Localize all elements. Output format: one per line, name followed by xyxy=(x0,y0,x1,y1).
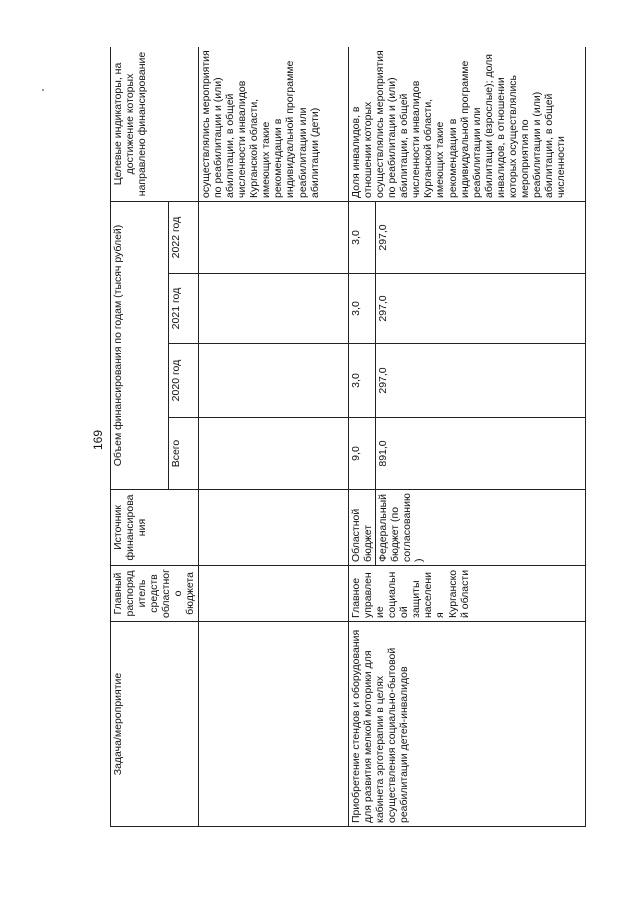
cell-indicator: Доля инвалидов, в отношении которых осуществлялись мероприятия по реабилитации и (или) абилитации, в общей численности инвалидов Курганской области, имеющих такие рекомендации в индивидуальной программе реабилитации или абилитации (взрослые); доля инвалидов, в отношении которых осуществлялись мероприятия по реабилитации и (или) абилитации, в общей численности xyxy=(349,47,586,202)
cell-regional-2021: 3,0 xyxy=(349,274,376,344)
header-indicators: Целевые индикаторы, на достижение которых направлено финансирование xyxy=(111,47,199,202)
cell-source-regional: Областной бюджет xyxy=(349,490,376,566)
cell-empty xyxy=(199,344,349,418)
cell-regional-2020: 3,0 xyxy=(349,344,376,418)
cell-empty xyxy=(199,490,349,566)
cell-task: Приобретение стендов и оборудования для развития мелкой моторики для кабинета эрготерапии в целях осуществления социально-бытовой реабилитации детей-инвалидов xyxy=(349,622,586,827)
header-source: Источник финансирования xyxy=(111,490,199,566)
header-task: Задача/мероприятие xyxy=(111,622,199,827)
table-row xyxy=(199,47,349,827)
scan-speck xyxy=(42,89,44,91)
cell-empty xyxy=(199,566,349,622)
financing-table xyxy=(110,47,586,827)
cell-regional-2022: 3,0 xyxy=(349,202,376,274)
cell-federal-total: 891,0 xyxy=(376,418,586,490)
header-row xyxy=(111,47,169,827)
cell-regional-total: 9,0 xyxy=(349,418,376,490)
header-manager: Главный распорядитель средств областного бюджета xyxy=(111,566,199,622)
cell-federal-2021: 297,0 xyxy=(376,274,586,344)
header-2020: 2020 год xyxy=(169,344,199,418)
table-row xyxy=(349,47,376,827)
cell-source-federal: Федеральный бюджет (по согласованию) xyxy=(376,490,586,566)
page-number: 169 xyxy=(91,429,105,451)
cell-empty xyxy=(199,202,349,274)
cell-manager: Главное управление социальной защиты населения Курганской области xyxy=(349,566,586,622)
cell-indicator-continuation: осуществлялись мероприятия по реабилитации и (или) абилитации, в общей численности инвалидов Курганской области, имеющих такие рекомендации в индивидуальной программе реабилитации или абилитации (дети) xyxy=(199,47,349,202)
header-volume: Объем финансирования по годам (тысяч рублей) xyxy=(111,202,169,490)
rotated-table-content xyxy=(110,47,610,827)
header-total: Всего xyxy=(169,418,199,490)
rotated-table-frame xyxy=(110,47,610,827)
cell-empty xyxy=(199,622,349,827)
cell-empty xyxy=(199,274,349,344)
header-2022: 2022 год xyxy=(169,202,199,274)
header-2021: 2021 год xyxy=(169,274,199,344)
cell-federal-2022: 297,0 xyxy=(376,202,586,274)
cell-federal-2020: 297,0 xyxy=(376,344,586,418)
cell-empty xyxy=(199,418,349,490)
